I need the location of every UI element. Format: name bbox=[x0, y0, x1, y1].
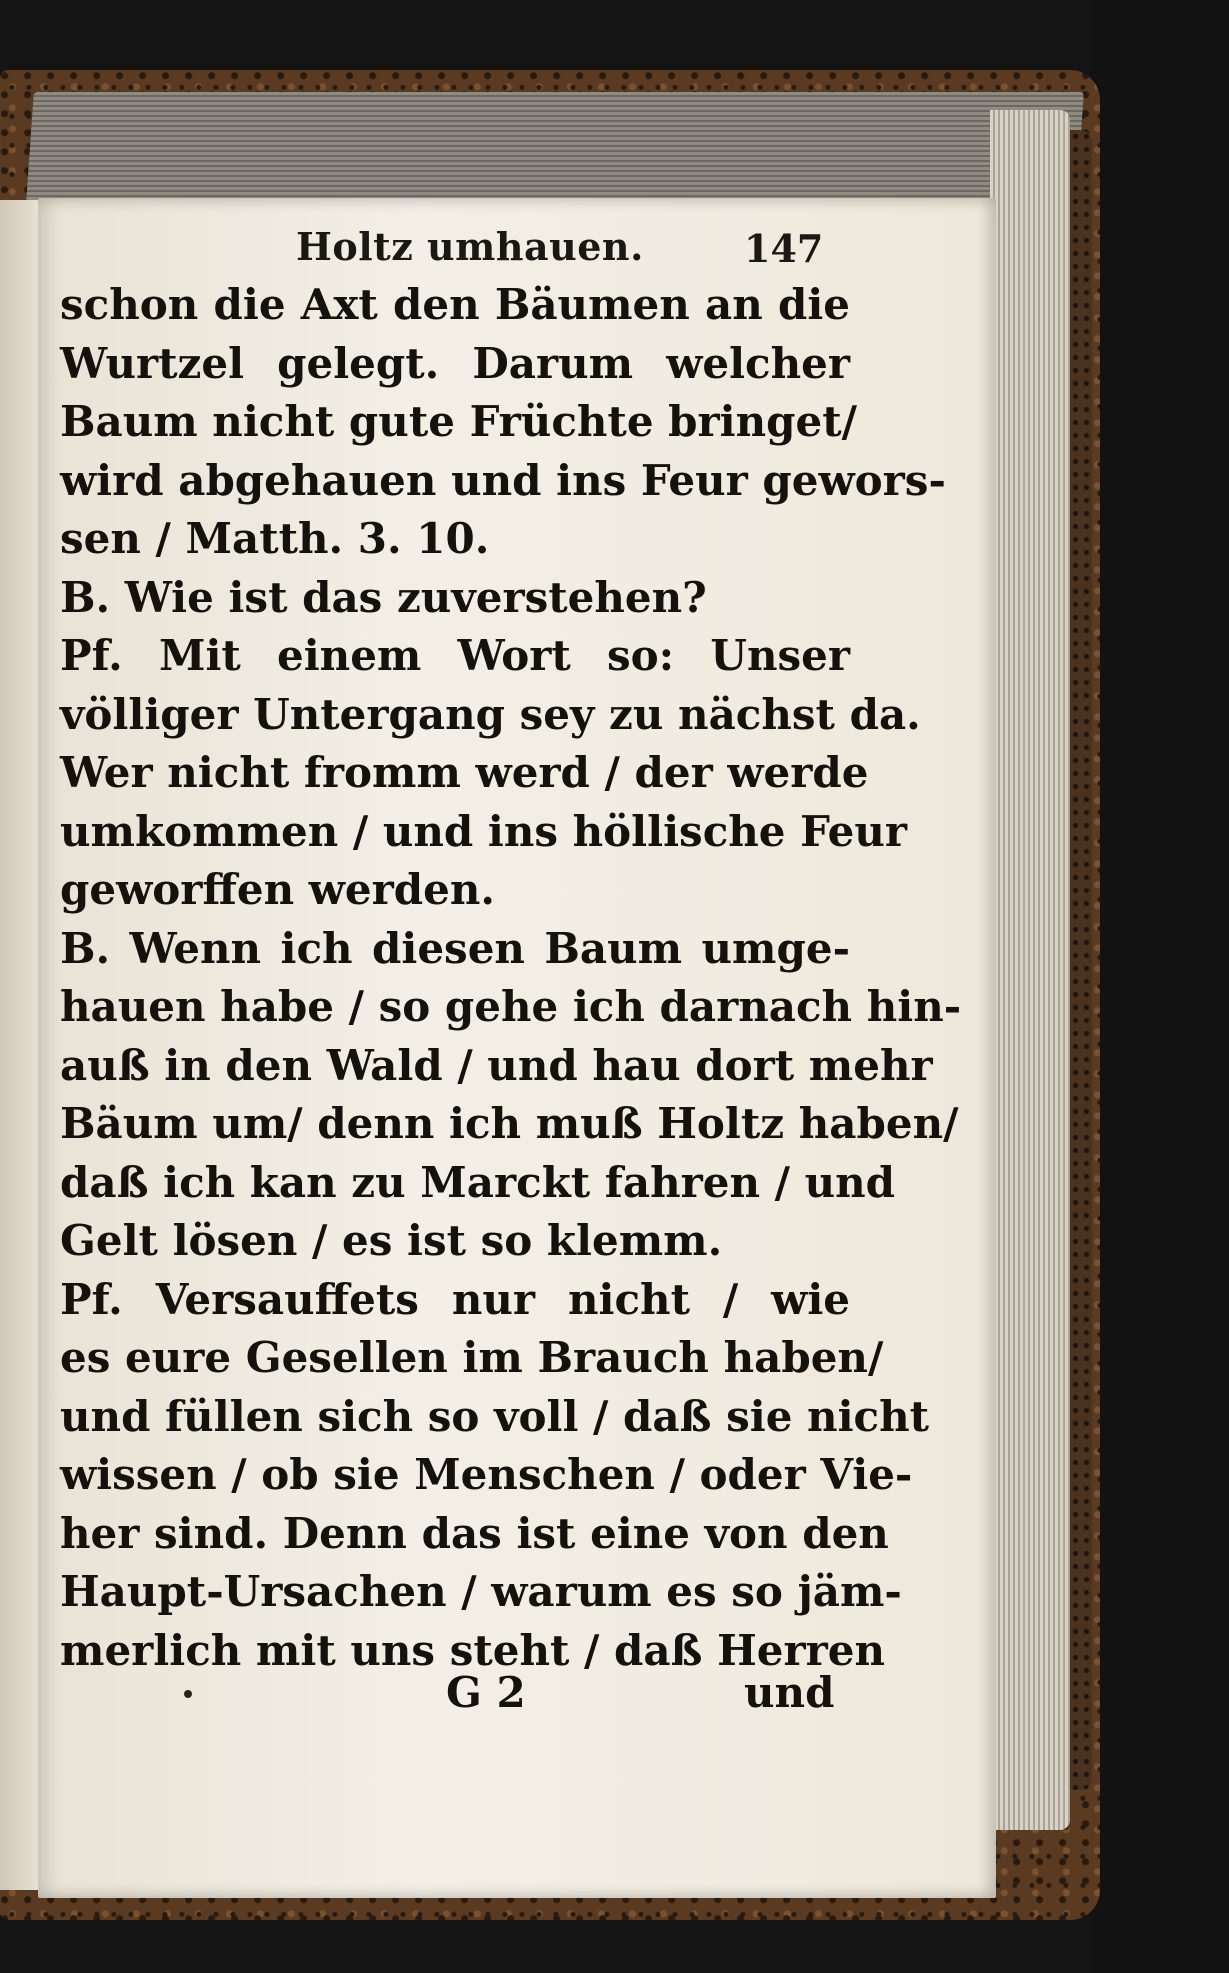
text-line: daß ich kan zu Marckt fahren / und bbox=[60, 1157, 896, 1207]
text-line: geworffen werden. bbox=[60, 865, 495, 914]
text-line: und füllen sich so voll / daß sie nicht bbox=[60, 1391, 930, 1441]
book-page bbox=[38, 198, 996, 1898]
running-head: Holtz umhauen. bbox=[296, 224, 644, 269]
facing-page-edge bbox=[0, 200, 40, 1890]
body-text bbox=[60, 276, 962, 1680]
text-line: völliger Untergang sey zu nächst da. bbox=[60, 689, 921, 739]
text-line: Wer nicht fromm werd / der werde bbox=[60, 748, 869, 797]
text-line: Wurtzel gelegt. Darum welcher bbox=[60, 338, 850, 388]
text-line: Gelt lösen / es ist so klemm. bbox=[60, 1216, 723, 1265]
text-line: wissen / ob sie Menschen / oder Vie- bbox=[60, 1450, 913, 1499]
text-line: B. Wie ist das zuverstehen? bbox=[60, 572, 707, 622]
text-line: Bäum um/ denn ich muß Holtz haben/ bbox=[60, 1099, 959, 1148]
text-line: her sind. Denn das ist eine von den bbox=[60, 1508, 889, 1558]
text-line: umkommen / und ins höllische Feur bbox=[60, 806, 908, 856]
page-header bbox=[38, 224, 996, 274]
signature-mark: G 2 bbox=[446, 1668, 526, 1717]
page-edges-right bbox=[990, 110, 1070, 1830]
text-line: wird abgehauen und ins Feur gewors- bbox=[60, 455, 946, 505]
background bbox=[1090, 0, 1229, 1973]
text-line: es eure Gesellen im Brauch haben/ bbox=[60, 1333, 884, 1382]
catchword: und bbox=[744, 1668, 835, 1717]
text-line: merlich mit uns steht / daß Herren bbox=[60, 1625, 886, 1675]
text-line: Pf. Mit einem Wort so: Unser bbox=[60, 631, 850, 680]
text-line: Haupt-Ursachen / warum es so jäm- bbox=[60, 1567, 902, 1616]
page-footer bbox=[38, 1668, 996, 1728]
text-line: hauen habe / so gehe ich darnach hin- bbox=[60, 982, 962, 1031]
ink-dot bbox=[184, 1690, 192, 1698]
text-line: Pf. Versauffets nur nicht / wie bbox=[60, 1274, 850, 1324]
page-edges-top bbox=[26, 92, 1084, 202]
text-line: Baum nicht gute Früchte bringet/ bbox=[60, 397, 857, 446]
text-line: sen / Matth. 3. 10. bbox=[60, 514, 490, 563]
text-line: B. Wenn ich diesen Baum umge- bbox=[60, 923, 850, 973]
text-line: auß in den Wald / und hau dort mehr bbox=[60, 1040, 933, 1090]
text-line: schon die Axt den Bäumen an die bbox=[60, 280, 850, 329]
page-number: 147 bbox=[744, 226, 824, 271]
